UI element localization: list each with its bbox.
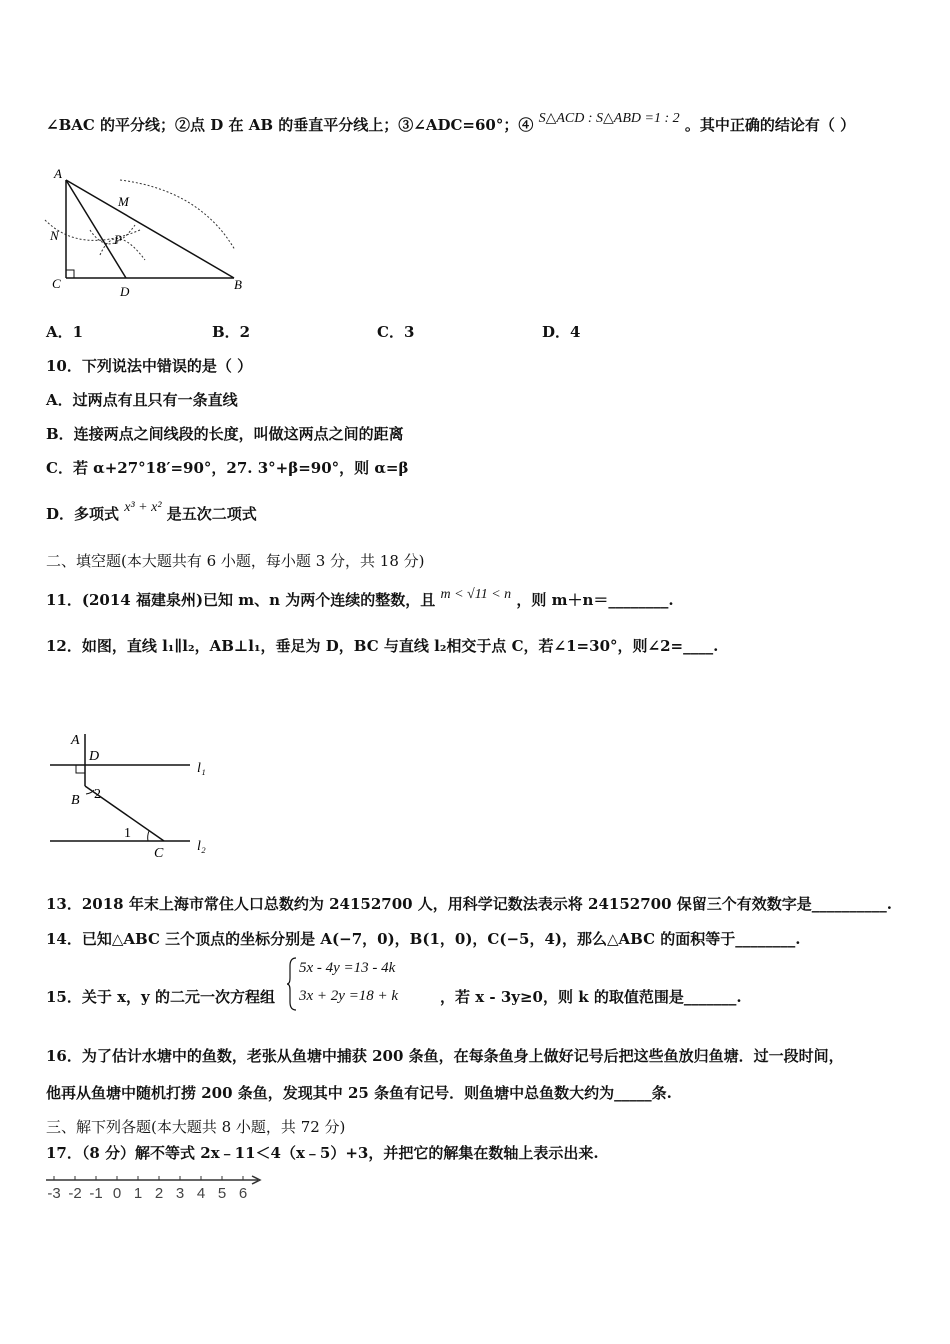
- q10-option-a: A．过两点有且只有一条直线: [46, 391, 238, 409]
- number-line-tick-label: 5: [217, 1185, 227, 1202]
- q9-option-c: C．3: [377, 323, 415, 341]
- q9-segment-ad: [66, 180, 126, 278]
- q12-label-l1: l₁: [197, 761, 206, 776]
- q16-line-1: 16．为了估计水塘中的鱼数，老张从鱼塘中捕获 200 条鱼，在每条鱼身上做好记号后把这些鱼放归鱼塘．过一段时间，: [46, 1047, 844, 1065]
- q9-option-d: D．4: [542, 323, 581, 341]
- q9-label-m: M: [118, 194, 129, 209]
- q17-number-line: [44, 1170, 268, 1204]
- number-line-tick-label: 3: [175, 1185, 185, 1202]
- q12-label-b: B: [71, 793, 80, 808]
- q12-parallel-lines-figure: [40, 726, 220, 861]
- q11-text-post: ，则 m＋n＝________.: [516, 591, 674, 609]
- q12-label-angle-1: 1: [124, 826, 131, 841]
- q12-label-angle-2: 2: [94, 787, 101, 802]
- q16-line-2: 他再从鱼塘中随机打捞 200 条鱼，发现其中 25 条鱼有记号．则鱼塘中总鱼数大约为_____条.: [46, 1084, 672, 1102]
- q9-label-n: N: [50, 228, 59, 243]
- q12-text: 12．如图，直线 l₁∥l₂，AB⊥l₁，垂足为 D，BC 与直线 l₂相交于点 C，若∠1=30°，则∠2=____.: [46, 637, 719, 655]
- q9-label-b: B: [234, 277, 242, 292]
- q9-right-angle-mark: [66, 270, 74, 278]
- q12-angle-1-arc: [148, 831, 149, 841]
- number-line-tick-label: -2: [68, 1185, 82, 1202]
- q14-text: 14．已知△ABC 三个顶点的坐标分别是 A(−7，0)，B(1，0)，C(−5，4)，那么△ABC 的面积等于________.: [46, 930, 801, 948]
- q15-system-brace: [286, 956, 298, 1012]
- q15-text-post: ，若 x - 3y≥0，则 k 的取值范围是_______.: [440, 988, 742, 1006]
- q9-text: [46, 111, 856, 135]
- q12-label-d: D: [89, 749, 100, 764]
- q9-arc-p2: [100, 239, 145, 260]
- q10-stem: 10．下列说法中错误的是（ ）: [46, 357, 253, 375]
- q9-label-a: A: [54, 166, 62, 181]
- q9-area-ratio-formula: S△ACD : S△ABD =1 : 2: [538, 111, 680, 126]
- q12-right-angle-mark: [76, 765, 85, 773]
- q15-text-pre: 15．关于 x，y 的二元一次方程组: [46, 988, 275, 1006]
- q9-option-b: B．2: [212, 323, 251, 341]
- number-line-tick-label: -1: [89, 1185, 103, 1202]
- q10-option-d-pre: D．多项式: [46, 505, 120, 523]
- q10-option-c: C．若 α+27°18′=90°，27. 3°+β=90°，则 α=β: [46, 459, 409, 477]
- q15-equation-1: 5x - 4y =13 - 4k: [299, 960, 396, 976]
- q9-side-ab: [66, 180, 234, 278]
- q13-text: 13．2018 年末上海市常住人口总数约为 24152700 人，用科学记数法表示将 24152700 保留三个有效数字是__________.: [46, 895, 892, 913]
- q10-option-d: [46, 500, 257, 524]
- q9-text-part1: ∠BAC 的平分线；②点 D 在 AB 的垂直平分线上；③∠ADC=60°；④: [46, 116, 534, 134]
- q10-option-b: B．连接两点之间线段的长度，叫做这两点之间的距离: [46, 425, 404, 443]
- q9-text-part2: 。其中正确的结论有（ ）: [684, 116, 856, 134]
- q9-label-d: D: [120, 284, 130, 299]
- section-3-heading: 三、解下列各题(本大题共 8 小题，共 72 分): [46, 1118, 346, 1136]
- q10-option-d-post: 是五次二项式: [166, 505, 257, 523]
- q11-text: [46, 589, 674, 610]
- q11-text-pre: 11．(2014 福建泉州)已知 m、n 为两个连续的整数，且: [46, 591, 436, 609]
- number-line-tick-label: 2: [154, 1185, 164, 1202]
- q9-triangle-figure: [40, 160, 260, 305]
- q10-polynomial: x³ + x²: [124, 500, 162, 515]
- q9-label-p: P: [114, 232, 122, 247]
- q12-label-c: C: [154, 846, 164, 861]
- q9-label-c: C: [52, 276, 61, 291]
- number-line-tick-label: 1: [133, 1185, 143, 1202]
- q9-arc-m: [120, 180, 235, 250]
- q12-label-a: A: [71, 733, 80, 748]
- q17-text: 17．（8 分）解不等式 2x﹣11＜4（x﹣5）+3，并把它的解集在数轴上表示出来.: [46, 1144, 599, 1162]
- q11-inequality: m < √11 < n: [440, 587, 512, 602]
- number-line-tick-label: -3: [47, 1185, 61, 1202]
- number-line-tick-label: 6: [238, 1185, 248, 1202]
- number-line-tick-label: 4: [196, 1185, 206, 1202]
- section-2-heading: 二、填空题(本大题共有 6 小题，每小题 3 分，共 18 分): [46, 552, 425, 570]
- number-line-tick-label: 0: [112, 1185, 122, 1202]
- q9-option-a: A．1: [46, 323, 84, 341]
- q12-label-l2: l₂: [197, 839, 206, 854]
- q15-equation-2: 3x + 2y =18 + k: [299, 988, 399, 1004]
